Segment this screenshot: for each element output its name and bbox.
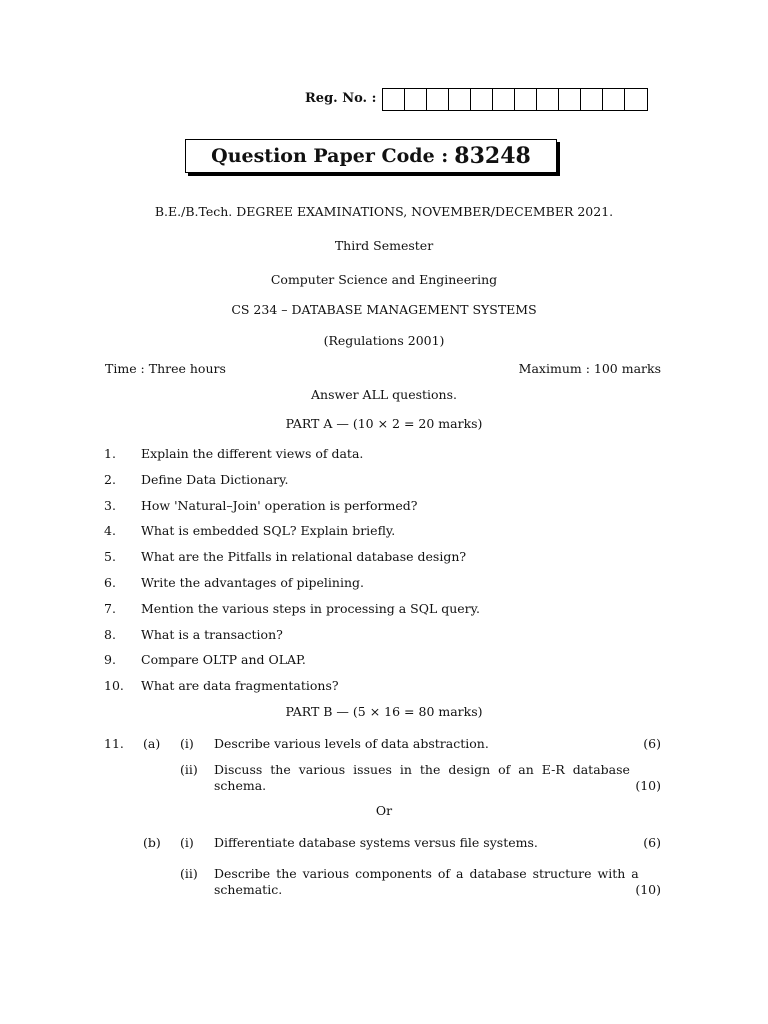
reg-no-digit-box[interactable] [405,89,427,110]
part-label: (i) [180,736,194,751]
marks: (10) [635,778,661,793]
reg-no-digit-box[interactable] [493,89,515,110]
question-number: 7. [104,600,116,616]
question-number: 9. [104,652,116,668]
question-text: What is a transaction? [141,626,283,642]
degree-line: B.E./B.Tech. DEGREE EXAMINATIONS, NOVEMBER/DECEMBER 2021. [154,204,614,219]
question-text: Describe various levels of data abstraction. [214,736,489,751]
question-text: What is embedded SQL? Explain briefly. [141,523,396,539]
part-a-title: PART A — (10 × 2 = 20 marks) [285,416,483,431]
reg-no-digit-box[interactable] [515,89,537,110]
reg-no-digit-box[interactable] [581,89,603,110]
question-number: 8. [104,626,116,642]
reg-no-digit-box[interactable] [559,89,581,110]
question-number: 2. [104,471,116,487]
regulations-line: (Regulations 2001) [323,333,445,348]
question-number: 6. [104,575,116,590]
part-label: (ii) [180,762,198,777]
question-text-cont: schematic. [214,882,283,897]
reg-no-digit-box[interactable] [537,89,559,110]
reg-no-digit-box[interactable] [427,89,449,110]
question-text: Describe the various components of a database structure with a [214,866,639,881]
course-line: CS 234 – DATABASE MANAGEMENT SYSTEMS [231,302,537,317]
question-number: 10. [104,678,124,694]
question-number: 5. [104,549,116,565]
marks: (10) [635,882,661,897]
marks: (6) [643,835,661,850]
part-b-title: PART B — (5 × 16 = 80 marks) [285,704,483,719]
code-label: Question Paper Code : [211,145,449,167]
semester-line: Third Semester [334,238,434,253]
reg-no-boxes [382,88,648,111]
question-text: How 'Natural–Join' operation is performed? [141,497,418,513]
part-label: (i) [180,835,194,850]
time-line: Time : Three hours [105,361,226,376]
reg-no-label: Reg. No. : [305,91,377,106]
question-number: 3. [104,497,116,513]
instruction-line: Answer ALL questions. [311,387,457,402]
reg-no-digit-box[interactable] [603,89,625,110]
question-text: Write the advantages of pipelining. [141,575,364,590]
question-text: What are the Pitfalls in relational database design? [141,549,467,565]
max-marks-line: Maximum : 100 marks [518,361,661,376]
reg-no-digit-box[interactable] [383,89,405,110]
question-text: Differentiate database systems versus file systems. [214,835,538,850]
question-text: Discuss the various issues in the design of an E-R database [214,762,630,777]
part-label: (ii) [180,866,198,881]
department-line: Computer Science and Engineering [270,272,498,287]
question-number: 11. [104,736,124,751]
code-value: 83248 [454,143,531,169]
question-text: Mention the various steps in processing a SQL query. [141,600,481,616]
question-text: What are data fragmentations? [141,678,339,694]
question-text: Explain the different views of data. [141,446,364,461]
question-text: Compare OLTP and OLAP. [141,652,306,668]
reg-no-digit-box[interactable] [471,89,493,110]
question-number: 4. [104,523,116,539]
question-text-cont: schema. [214,778,267,793]
sub-question-label: (b) [143,835,161,850]
question-text: Define Data Dictionary. [141,471,289,487]
marks: (6) [643,736,661,751]
or-separator: Or [375,803,393,818]
reg-no-digit-box[interactable] [449,89,471,110]
question-paper-code-box [185,139,557,173]
question-number: 1. [104,446,116,461]
sub-question-label: (a) [143,736,161,751]
reg-no-digit-box[interactable] [625,89,647,110]
